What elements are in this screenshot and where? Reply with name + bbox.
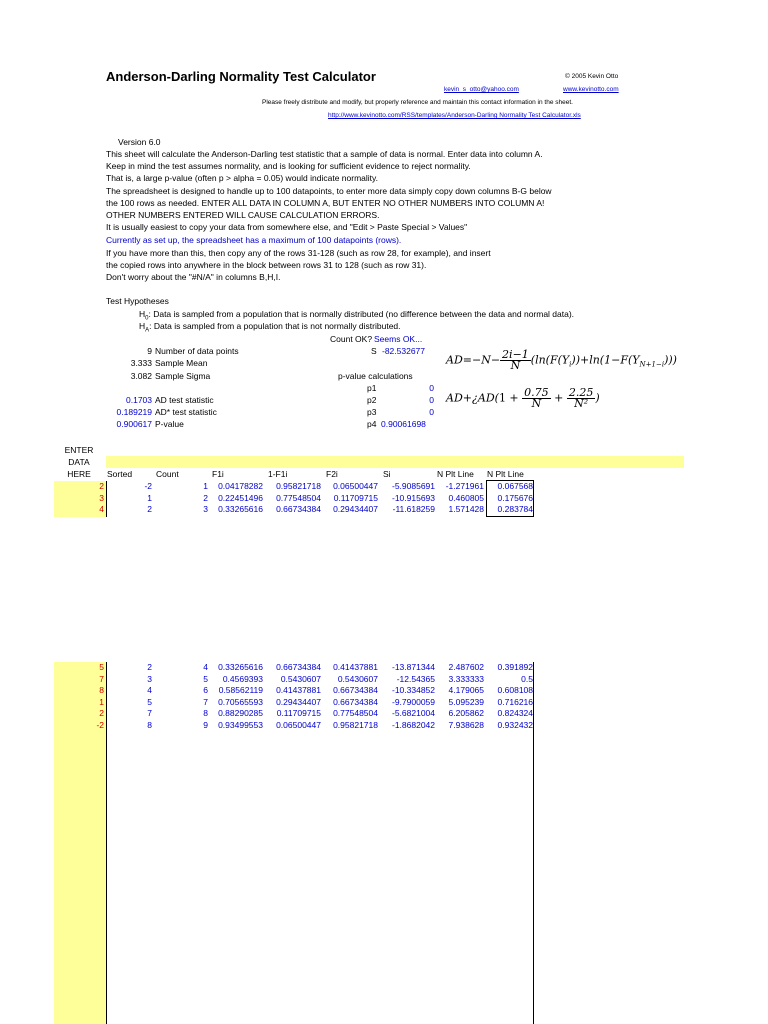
p4-value: 0.90061698 bbox=[381, 419, 426, 429]
ha-text: : Data is sampled from a population that is not normally distributed. bbox=[149, 321, 401, 331]
formula-end: ))) bbox=[664, 353, 677, 367]
selected-cell-range[interactable] bbox=[486, 480, 534, 517]
cell-f2i: 0.77548504 bbox=[333, 708, 378, 718]
p1-value: 0 bbox=[429, 383, 434, 393]
cell-f2i: 0.95821718 bbox=[333, 719, 378, 730]
cell-one-minus-f1i: 0.77548504 bbox=[276, 492, 321, 503]
col-header-count: Count bbox=[156, 469, 179, 479]
cell-f1i: 0.93499553 bbox=[218, 719, 263, 730]
formula-one: 1 + bbox=[498, 391, 519, 405]
cell-count: 8 bbox=[203, 708, 208, 718]
cell-nplt-line-1: 1.571428 bbox=[448, 504, 484, 514]
cell-si: -5.6821004 bbox=[391, 708, 435, 718]
cell-sorted: 3 bbox=[147, 673, 152, 684]
p4-label: p4 bbox=[367, 419, 377, 429]
copyright: © 2005 Kevin Otto bbox=[565, 73, 619, 80]
cell-f1i: 0.33265616 bbox=[218, 662, 263, 672]
cell-data-input[interactable]: 2 bbox=[99, 708, 104, 718]
cell-data-input[interactable]: -2 bbox=[96, 719, 104, 730]
p1-label: p1 bbox=[367, 383, 377, 393]
adstar-formula: AD+¿AD(1 + $\frac{0.75}{N}$ + $\frac{2.25}{\text{N²}}$ ) bbox=[446, 386, 600, 410]
h0-label: H bbox=[139, 309, 146, 319]
adstar-label: AD* test statistic bbox=[155, 407, 217, 417]
formula-dn2: N² bbox=[574, 397, 589, 410]
h0-hypothesis bbox=[139, 309, 574, 322]
cell-count: 7 bbox=[203, 696, 208, 707]
count-ok-value: Seems OK... bbox=[374, 334, 423, 344]
intro-line: If you have more than this, then copy any of the rows 31-128 (such as row 28, for example), and insert bbox=[106, 248, 491, 258]
cell-one-minus-f1i: 0.41437881 bbox=[276, 685, 321, 695]
cell-data-input[interactable]: 4 bbox=[99, 504, 104, 514]
col-header-sorted: Sorted bbox=[107, 469, 133, 479]
cell-nplt-line-2: 0.824324 bbox=[497, 708, 533, 718]
cell-nplt-line-1: -1.271961 bbox=[445, 481, 484, 491]
sigma-label: Sample Sigma bbox=[155, 371, 211, 381]
formula-ad: AD bbox=[446, 353, 463, 367]
cell-data-input[interactable]: 1 bbox=[99, 696, 104, 707]
intro-line: the copied rows into anywhere in the block between rows 31 to 128 (such as row 31). bbox=[106, 260, 427, 270]
cell-f1i: 0.70565593 bbox=[218, 696, 263, 707]
cell-one-minus-f1i: 0.5430607 bbox=[280, 673, 321, 684]
h0-subscript: 0 bbox=[145, 315, 149, 322]
formula-fraction bbox=[500, 350, 531, 371]
cell-f2i: 0.11709715 bbox=[333, 492, 378, 503]
cell-si: -9.7900059 bbox=[391, 696, 435, 707]
adstar-value: 0.189219 bbox=[116, 407, 152, 417]
cell-sorted: 4 bbox=[147, 685, 152, 695]
cell-f1i: 0.04178282 bbox=[218, 481, 263, 491]
cell-count: 4 bbox=[203, 662, 208, 672]
intro-line: OTHER NUMBERS ENTERED WILL CAUSE CALCULATION ERRORS. bbox=[106, 210, 380, 220]
sigma-value: 3.082 bbox=[130, 371, 152, 381]
cell-data-input[interactable]: 3 bbox=[99, 492, 104, 503]
cell-f2i: 0.66734384 bbox=[333, 685, 378, 695]
cell-f1i: 0.88290285 bbox=[218, 708, 263, 718]
cell-one-minus-f1i: 0.66734384 bbox=[276, 662, 321, 672]
cell-nplt-line-2: 0.067568 bbox=[497, 481, 533, 491]
cell-f1i: 0.58562119 bbox=[218, 685, 263, 695]
mean-value: 3.333 bbox=[130, 358, 152, 368]
cell-f1i: 0.22451496 bbox=[218, 492, 263, 503]
n-value: 9 bbox=[147, 346, 152, 356]
cell-one-minus-f1i: 0.95821718 bbox=[276, 481, 321, 491]
formula-denominator: N bbox=[510, 359, 521, 372]
formula-frac-075 bbox=[522, 388, 551, 409]
s-value: -82.532677 bbox=[382, 346, 426, 356]
count-ok-label: Count OK? bbox=[330, 334, 373, 344]
col-header-1-f1i: 1-F1i bbox=[268, 469, 288, 479]
cell-nplt-line-2: 0.716216 bbox=[497, 696, 533, 707]
intro-line: It is usually easiest to copy your data from somewhere else, and "Edit > Paste Special > Values" bbox=[106, 222, 468, 232]
cell-nplt-line-1: 5.095239 bbox=[448, 696, 484, 707]
cell-nplt-line-2: 0.283784 bbox=[497, 504, 533, 514]
cell-nplt-line-2: 0.175676 bbox=[497, 492, 533, 503]
version-label: Version 6.0 bbox=[118, 137, 161, 147]
cell-nplt-line-1: 0.460805 bbox=[448, 492, 484, 503]
page-title: Anderson-Darling Normality Test Calculator bbox=[106, 69, 376, 84]
cell-nplt-line-1: 2.487602 bbox=[448, 662, 484, 672]
ha-hypothesis bbox=[139, 321, 401, 334]
formula-numerator: 2i−1 bbox=[502, 348, 529, 361]
intro-line: the 100 rows as needed. ENTER ALL DATA IN COLUMN A, BUT ENTER NO OTHER NUMBERS INTO COLUMN A! bbox=[106, 198, 545, 208]
p2-label: p2 bbox=[367, 395, 377, 405]
cell-data-input[interactable]: 2 bbox=[99, 481, 104, 491]
cell-f1i: 0.33265616 bbox=[218, 504, 263, 514]
cell-f2i: 0.66734384 bbox=[333, 696, 378, 707]
cell-sorted: 5 bbox=[147, 696, 152, 707]
ha-subscript: A bbox=[145, 327, 150, 334]
intro-line: That is, a large p-value (often p > alpha = 0.05) would indicate normality. bbox=[106, 173, 378, 183]
cell-sorted: 8 bbox=[147, 719, 152, 730]
cell-sorted: -2 bbox=[144, 481, 152, 491]
enter-label: DATA bbox=[68, 457, 90, 467]
ad-label: AD test statistic bbox=[155, 395, 214, 405]
formula-ad2: AD+¿AD bbox=[446, 391, 495, 405]
col-header-si: Si bbox=[383, 469, 391, 479]
cell-f2i: 0.41437881 bbox=[333, 662, 378, 672]
email-link[interactable]: kevin_s_otto@yahoo.com bbox=[444, 86, 519, 93]
col-header-nplt2: N Plt Line bbox=[487, 469, 524, 479]
formula-eq: =−N− bbox=[462, 353, 501, 367]
mean-label: Sample Mean bbox=[155, 358, 208, 368]
cell-si: -11.618259 bbox=[392, 504, 435, 514]
cell-nplt-line-1: 6.205862 bbox=[448, 708, 484, 718]
cell-si: -10.334852 bbox=[391, 685, 435, 695]
cell-f2i: 0.29434407 bbox=[333, 504, 378, 514]
cell-count: 1 bbox=[203, 481, 208, 491]
s-label: S bbox=[371, 346, 377, 356]
cell-nplt-line-2: 0.608108 bbox=[497, 685, 533, 695]
hypotheses-heading: Test Hypotheses bbox=[106, 296, 169, 306]
formula-sub-n: N+1−i bbox=[639, 360, 665, 369]
ha-label: H bbox=[139, 321, 146, 331]
ad-formula bbox=[446, 350, 677, 371]
formula-plus: + bbox=[554, 391, 564, 405]
cell-data-input[interactable]: 7 bbox=[99, 673, 104, 684]
cell-sorted: 2 bbox=[147, 662, 152, 672]
pvalue-calc-label: p-value calculations bbox=[338, 371, 413, 381]
header-highlight bbox=[106, 456, 684, 468]
h0-text: : Data is sampled from a population that is normally distributed (no difference between the data and normal data). bbox=[148, 309, 575, 319]
cell-data-input[interactable]: 5 bbox=[99, 662, 104, 672]
cell-one-minus-f1i: 0.29434407 bbox=[276, 696, 321, 707]
intro-line: The spreadsheet is designed to handle up to 100 datapoints, to enter more data simply copy down columns B-G below bbox=[106, 186, 552, 196]
p-value: 0.900617 bbox=[116, 419, 152, 429]
n-label: Number of data points bbox=[155, 346, 239, 356]
cell-nplt-line-2: 0.932432 bbox=[497, 719, 533, 730]
cell-sorted: 7 bbox=[147, 708, 152, 718]
formula-sub-i: i bbox=[569, 360, 572, 369]
formula-dn: N bbox=[531, 397, 542, 410]
cell-count: 2 bbox=[203, 492, 208, 503]
capacity-note: Currently as set up, the spreadsheet has a maximum of 100 datapoints (rows). bbox=[106, 235, 402, 245]
spreadsheet-url[interactable]: http://www.kevinotto.com/RSS/templates/Anderson-Darling Normality Test Calculator.xls bbox=[328, 112, 581, 119]
p-label: P-value bbox=[155, 419, 184, 429]
formula-mid: ))+ln(1−F(Y bbox=[571, 353, 640, 367]
cell-sorted: 2 bbox=[147, 504, 152, 514]
enter-label: ENTER bbox=[64, 445, 94, 455]
formula-075: 0.75 bbox=[524, 386, 549, 399]
enter-label: HERE bbox=[67, 469, 91, 479]
cell-count: 5 bbox=[203, 673, 208, 684]
intro-line: Don't worry about the "#N/A" in columns B,H,I. bbox=[106, 272, 281, 282]
cell-si: -13.871344 bbox=[391, 662, 435, 672]
website-link[interactable]: www.kevinotto.com bbox=[563, 86, 619, 93]
formula-body: (ln(F(Y bbox=[530, 353, 570, 367]
p2-value: 0 bbox=[429, 395, 434, 405]
distribution-notice: Please freely distribute and modify, but properly reference and maintain this contact information in the sheet. bbox=[262, 99, 573, 106]
cell-nplt-line-1: 4.179065 bbox=[448, 685, 484, 695]
cell-nplt-line-1: 7.938628 bbox=[448, 719, 484, 730]
col-header-nplt1: N Plt Line bbox=[437, 469, 474, 479]
intro-line: This sheet will calculate the Anderson-Darling test statistic that a sample of data is normal. Enter data into column A. bbox=[106, 149, 543, 159]
col-header-f2i: F2i bbox=[326, 469, 338, 479]
cell-one-minus-f1i: 0.66734384 bbox=[276, 504, 321, 514]
cell-one-minus-f1i: 0.06500447 bbox=[276, 719, 321, 730]
intro-line: Keep in mind the test assumes normality, and is looking for sufficient evidence to reject normality. bbox=[106, 161, 471, 171]
col-border-right bbox=[533, 662, 534, 1024]
cell-data-input[interactable]: 8 bbox=[99, 685, 104, 695]
formula-225: 2.25 bbox=[568, 386, 594, 399]
cell-f2i: 0.06500447 bbox=[333, 481, 378, 491]
cell-si: -1.8682042 bbox=[391, 719, 435, 730]
cell-one-minus-f1i: 0.11709715 bbox=[276, 708, 321, 718]
cell-nplt-line-1: 3.333333 bbox=[448, 673, 484, 684]
cell-f2i: 0.5430607 bbox=[337, 673, 378, 684]
cell-nplt-line-2: 0.5 bbox=[521, 673, 533, 684]
cell-sorted: 1 bbox=[147, 492, 152, 503]
cell-nplt-line-2: 0.391892 bbox=[497, 662, 533, 672]
ad-value: 0.1703 bbox=[126, 395, 152, 405]
cell-f1i: 0.4569393 bbox=[222, 673, 263, 684]
p3-label: p3 bbox=[367, 407, 377, 417]
cell-si: -5.9085691 bbox=[391, 481, 435, 491]
cell-si: -10.915693 bbox=[391, 492, 435, 503]
cell-si: -12.54365 bbox=[396, 673, 435, 684]
formula-frac-225 bbox=[567, 388, 596, 409]
cell-count: 6 bbox=[203, 685, 208, 695]
cell-count: 3 bbox=[203, 504, 208, 514]
cell-count: 9 bbox=[203, 719, 208, 730]
col-header-f1i: F1i bbox=[212, 469, 224, 479]
p3-value: 0 bbox=[429, 407, 434, 417]
